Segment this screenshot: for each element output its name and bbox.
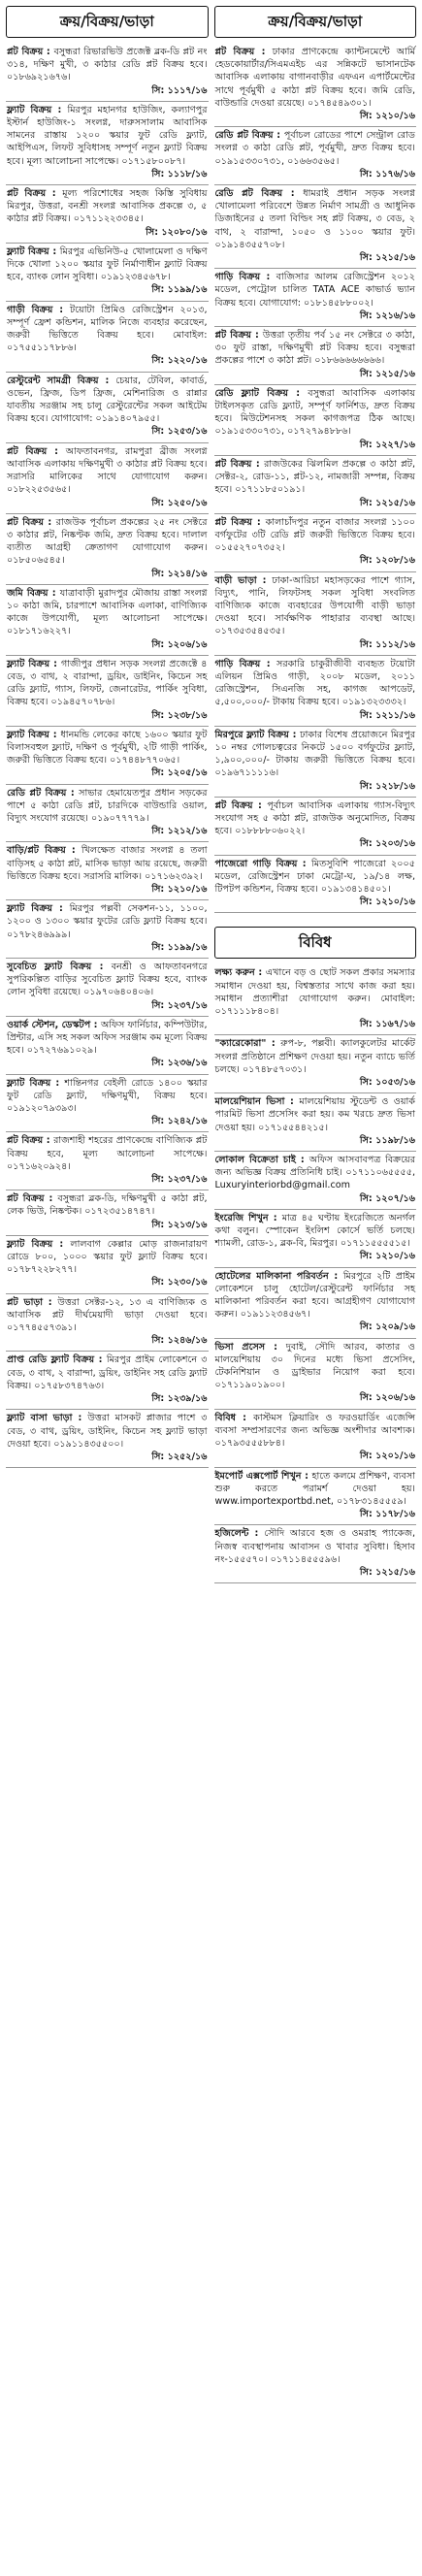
classified-section <box>6 6 209 1468</box>
ad-title: হজিলেন্ট <box>214 1528 249 1540</box>
ad-title: প্লট বিক্রয় <box>214 516 252 528</box>
ad-title-separator: : <box>328 1270 343 1282</box>
ad-title-separator: : <box>43 1296 58 1308</box>
ad-title-separator: : <box>297 858 312 869</box>
classified-ad <box>6 1017 209 1075</box>
ad-title: প্লট বিক্রয় <box>7 445 48 457</box>
ad-body: ঢাকার বিশেষ প্রয়োজনে মিরপুর ১০ নম্বর গোলচত্বরের নিকটে ১৫০০ বর্গফুটের ফ্ল্যাট, ১,৯০০,০০০/- টাকায় জরুরী ভিত্তিতে বিক্রয় হবে। ০১৯৬৭১১১১৬। <box>214 729 415 779</box>
ad-title: লোকাল বিক্রেতা চাই <box>214 1155 296 1166</box>
ad-title: ফ্ল্যাট বিক্রয় <box>7 658 50 669</box>
ad-body: চেয়ার, টেবিল, কাবার্ড, ওভেন, ফ্রিজ, ডিপ ফ্রিজ, মেশিনারিজ ও রান্নার যাবতীয় সরঞ্জাম সহ চালু রেস্টুরেন্টের সকল আইটেম বিক্রয় হবে। যোগাযোগ: ০১৯১৪০৭৯৫৫। <box>7 375 208 425</box>
section-spacer <box>214 913 417 927</box>
ad-body: হাতে কলমে প্রশিক্ষণ, ব্যবসা শুরু করতে পরামর্শ দেওয়া হয়। www.importexportbd.net, ০১৭৮৩১৪৫৫৫৯। <box>214 1470 415 1507</box>
classified-ad <box>6 842 209 900</box>
ad-body: পূর্বাচল আবাসিক এলাকায় গ্যাস-বিদ্যুৎ সংযোগ সহ ৫ কাঠা প্লট, রাজউক অনুমোদিত, বিক্রয় হবে। ০১৮৮৮৮০৬০২২। <box>214 799 415 837</box>
ad-code: সি: ১১৭৮/১৬ <box>359 1509 415 1520</box>
ad-title: ওয়ার্ক স্টেশন, ডেস্কটপ <box>7 1019 91 1030</box>
ad-title-separator: : <box>94 1354 107 1366</box>
ad-title-separator: : <box>288 387 308 399</box>
ad-title: ভিসা প্রসেস <box>214 1341 266 1353</box>
ad-code: সি: ১১৬৭/১৬ <box>359 1019 415 1030</box>
ad-body: বাজিসার আলম রেজিস্ট্রেশন ২০১২ মডেল, পেট্রোল চালিত TATA ACE কাভার্ড ভ্যান বিক্রয় হবে। যোগাযোগ: ০১৮১৪৫৮৮০০২। <box>214 272 415 309</box>
ad-title: প্লট বিক্রয় <box>214 330 252 342</box>
ad-body: মিরপুর প্রাইম লোকেশনে ৩ বেড, ৩ বাথ, ২ বারান্দা, ড্রয়িং, ডাইনিং সহ রেডি ফ্ল্যাট বিক্রয়। ০১৭৫৮৩৭৪৭৬৩। <box>7 1354 208 1391</box>
ad-title-separator: : <box>273 130 284 142</box>
ad-code: সি: ১২০১/১৬ <box>359 1451 415 1462</box>
ad-code: সি: ১২৫০/১৬ <box>151 497 208 508</box>
classified-ad <box>214 456 417 514</box>
ad-body: মিরপুরে ২টি প্রাইম লোকেশনে চালু হোটেল/রেস্টুরেন্ট ফার্নিচার সহ মালিকানা পরিবর্তন করা হবে। আগ্রহীগণ যোগাযোগ করুন। ০১৯১১২৩৪৫৬৭। <box>214 1270 415 1321</box>
ad-body: মূল্য পরিশোধের সহজ কিস্তি সুবিধায় মিরপুর, উত্তরা, বনশ্রী সংলগ্ন আবাসিক প্রকল্পে ৩, ৫ কাঠার প্লট বিক্রয়। ০১৭১১২২৩৩৪৫। <box>7 188 208 225</box>
ad-title-separator: : <box>265 1341 286 1353</box>
ad-code: সি: ১১৯৮/১৬ <box>359 1134 415 1146</box>
classified-ad <box>214 1268 417 1339</box>
ad-title-separator: : <box>251 458 265 470</box>
ad-code: সি: ১২০৯/১৬ <box>359 1321 415 1333</box>
classified-ad <box>214 514 417 572</box>
ad-code: সি: ১০৫৩/১৬ <box>359 1077 415 1089</box>
ad-title-separator: : <box>49 729 61 740</box>
ad-title: মিরপুরে ফ্ল্যাট বিক্রয় <box>214 729 289 740</box>
ad-title-separator: : <box>251 516 266 528</box>
classified-ad <box>6 1190 209 1236</box>
ad-code: সি: ১২৩০/১৬ <box>151 1277 208 1288</box>
ad-title-separator: : <box>49 658 61 669</box>
ad-code: সি: ১২০৩/১৬ <box>359 838 415 850</box>
ad-code: সি: ১২৪৬/১৬ <box>151 1335 208 1347</box>
ad-code: সি: ১২১৩/১৬ <box>151 1219 208 1230</box>
ad-title-separator: : <box>50 1077 65 1089</box>
ad-body: উত্তরা তৃতীয় পর্ব ১৫ নং সেক্টরে ৩ কাঠা, ৩০ ফুট রাস্তা, দক্ষিণমুখী প্লট বিক্রয় হবে। বসুন্ধরা প্রকল্পের পাশে ৩ কাঠা প্লট। ০১৮৬৬৬৬৬৬৬৬। <box>214 330 415 367</box>
ad-body: বসুন্ধরা আবাসিক এলাকায় টাইলসকৃত রেডি ফ্ল্যাট, সম্পূর্ণ ফার্নিশড, দ্রুত বিক্রয় হবে। মিউটেশনসহ সকল কাগজপত্র ঠিক আছে। ০১৯১৫৩৩০৭৩১, ০১৭২৭৯৪৮৮৬। <box>214 387 415 438</box>
ad-body: সৌদি আরবে হজ ও ওমরাহ প্যাকেজ, নিজস্ব ব্যবস্থাপনায় আবাসন ও খাবার সুবিধা। হিসাব নং-১৫৫৫৭০। ০১৭১১৪৫৫৫৯৬। <box>214 1528 415 1565</box>
ad-body: বসুন্ধরা রিভারভিউ প্রজেক্ট ব্লক-ডি প্লট নং ৩১৪, দক্ষিণ মুখী, ৩ কাঠার রেডি প্লট বিক্রয় হবে। ০১৮৬৯২১৬৭৬। <box>7 47 208 83</box>
ad-code: সি: ১২০৫/১৬ <box>151 767 208 779</box>
classified-ad <box>214 1468 417 1526</box>
ad-title-separator: : <box>268 1212 282 1223</box>
ad-title-separator: : <box>44 1193 58 1205</box>
classified-ad <box>214 656 417 727</box>
ad-title: প্লট বিক্রয় <box>7 1193 45 1205</box>
classified-ad <box>214 1210 417 1268</box>
ad-code: সি: ১২১০/১৬ <box>151 883 208 895</box>
ad-title-separator: : <box>48 587 60 599</box>
classified-ad <box>214 1339 417 1410</box>
ad-title: গাড়ী বিক্রয় <box>7 304 53 315</box>
ad-code: সি: ১২৩৭/১৬ <box>151 1174 208 1186</box>
ad-title: ফ্ল্যাট বিক্রয় <box>7 245 49 257</box>
ad-body: রাজউকের ঝিলমিল প্রকল্পে ৩ কাঠা প্লট, সেক্টর-২, রোড-১১, প্লট-১২, নামজারী সম্পন্ন, বিক্রয় হবে। ০১৭১১৮৫০১৯১। <box>214 458 415 496</box>
ad-code: সি: ১২১২/১৬ <box>151 826 208 837</box>
ad-body: উত্তরা সেক্টর-১২, ১৩ এ বাণিজ্যিক ও আবাসিক প্লট দীর্ঘমেয়াদী ভাড়া দেওয়া হবে। ০১৭৭৪৫৫৭৩৯১। <box>7 1296 208 1334</box>
ad-body: মালয়েশিয়ায় স্টুডেন্ট ও ওয়ার্ক পারমিট ভিসা প্রসেসিং করা হয়। কম খরচে দ্রুত ভিসা দেওয়া হয়। ০১৭১৫৫৪৪২১৫। <box>214 1096 415 1133</box>
ad-title-separator: : <box>47 445 66 457</box>
ad-code: সি: ১২১৫/১৬ <box>359 497 415 508</box>
classified-ad <box>6 1132 209 1190</box>
ad-title: বাড়ি/প্লট বিক্রয় <box>7 845 66 857</box>
section-heading: ক্রয়/বিক্রয়/ভাড়া <box>6 6 209 38</box>
ad-code: সি: ১২১০/১৬ <box>359 1251 415 1262</box>
ad-body: রাজশাহী শহরের প্রাণকেন্দ্রে বাণিজ্যিক প্লট বিক্রয় হবে, মূল্য আলোচনা সাপেক্ষে। ০১৭১৬২০৯২৪। <box>7 1135 208 1172</box>
ad-title: রেডি প্লট বিক্রয় <box>214 188 283 200</box>
ad-title: রেডি ফ্ল্যাট বিক্রয় <box>214 387 289 399</box>
classified-ad <box>6 44 209 102</box>
ad-code: সি: ১২৩৬/১৬ <box>151 1058 208 1069</box>
ad-code: সি: ১২১৪/১৬ <box>151 568 208 579</box>
ad-title-separator: : <box>51 104 68 115</box>
ad-title: বিবিধ <box>214 1412 237 1423</box>
ad-code: সি: ১২১০/১৬ <box>359 897 415 908</box>
ad-code: সি: ১১৯৯/১৬ <box>151 284 208 296</box>
classified-ad <box>214 964 417 1035</box>
ad-code: সি: ১২২০/১৬ <box>151 355 208 367</box>
ad-title: ফ্ল্যাট বিক্রয় <box>7 104 52 115</box>
ad-title: প্লট বিক্রয় <box>214 458 252 470</box>
classified-ad <box>214 798 417 856</box>
classified-ad <box>214 1152 417 1210</box>
ad-title-separator: : <box>254 47 273 57</box>
ad-body: পূর্বাচল রোডের পাশে সেন্ট্রাল রোড সংলগ্ন ৩ কাঠা রেডি প্লট, পূর্বমুখী, দ্রুত বিক্রয় হবে। ০১৯১৫৩৩০৭৩১, ০১৬৬৩৫৬৫। <box>214 130 415 167</box>
classified-ad <box>6 656 209 727</box>
ad-title-separator: : <box>284 1096 300 1108</box>
ad-title-separator: : <box>236 1412 254 1423</box>
ad-title-separator: : <box>43 1135 54 1147</box>
ad-body: টয়োটা প্রিমিও রেজিস্ট্রেশন ২০১৩, সম্পূর্ণ ফ্রেশ কন্ডিশন, মালিক নিজে ব্যবহার করেছেন, জরুরী ভিত্তিতে বিক্রয় হবে। মোবাইল: ০১৭৫৫১১৭৮৮৬। <box>7 304 208 354</box>
ad-title-separator: : <box>43 47 54 57</box>
ad-title: প্লট বিক্রয় <box>7 47 44 57</box>
ad-body: সাভার হেমায়েতপুর প্রধান সড়কের পাশে ৫ কাঠা রেডি প্লট, চারদিকে বাউন্ডারি ওয়াল, বিদ্যুৎ সংযোগ রয়েছে। ০১৯০৭৭৭৭৯। <box>7 787 208 824</box>
ad-title: রেস্টুরেন্ট সামগ্রী বিক্রয় <box>7 375 99 386</box>
ad-title: মালয়েশিয়ান ভিসা <box>214 1096 285 1108</box>
classified-ad <box>6 1410 209 1468</box>
classified-ad <box>214 1525 417 1583</box>
ad-title-separator: : <box>52 1238 71 1250</box>
ad-body: লালবাগ কেল্লার মোড় রাজনারায়ণ রোডে ৮০০, ১০০০ স্কয়ার ফুট ফ্ল্যাট বিক্রয় হবে। ০১৭৮৭২২৮২৭৭। <box>7 1238 208 1276</box>
column-2 <box>214 6 417 2567</box>
ad-body: রাজউক পূর্বাচল প্রকল্পের ২৫ নং সেক্টরে ৩ কাঠার প্লট, নিষ্কণ্টক জমি, দ্রুত বিক্রয় হবে। দালাল ব্যতীত আগ্রহী ক্রেতাগণ যোগাযোগ করুন। ০১৮৫০৬৫৪৫। <box>7 516 208 567</box>
ad-code: সি: ১২৪২/১৬ <box>151 1116 208 1127</box>
ad-title: হোটেলের মালিকানা পরিবর্তন <box>214 1270 329 1282</box>
ad-code: সি: ১২১১/১৬ <box>359 709 415 721</box>
ad-code: সি: ১২৩৮/১৬ <box>151 709 208 721</box>
ad-title: গাড়ি বিক্রয় <box>214 658 261 669</box>
ad-body: অফিস আসবাবপত্র বিক্রয়ের জন্য অভিজ্ঞ বিক্রয় প্রতিনিধি চাই। ০১৭১১০৬৫৫৫৫, Luxuryinteriorbd@gmail.com <box>214 1155 415 1191</box>
ad-body: শান্তিনগর বেইলী রোডে ১৪০০ স্কয়ার ফুট রেডি ফ্ল্যাট, দক্ষিণমুখী, বিক্রয় হবে। ০১৯১২০৭৯৩৯৩। <box>7 1077 208 1115</box>
classified-ad <box>214 1410 417 1468</box>
ad-title-separator: : <box>72 1413 88 1424</box>
ad-title: ফ্ল্যাট বিক্রয় <box>7 729 49 740</box>
ad-code: সি: ১২১৫/১৬ <box>359 368 415 379</box>
ad-body: কাস্টমস ক্লিয়ারিং ও ফরওয়ার্ডিং এজেন্সি ব্যবসা সম্প্রসারণের জন্য অভিজ্ঞ অংশীদার আবশ্যক। ০১৭৯৩৫৫৫৮৮৪। <box>214 1412 415 1450</box>
ad-title: ফ্ল্যাট বিক্রয় <box>7 903 53 915</box>
ad-code: সি: ১২৩৭/১৬ <box>151 999 208 1011</box>
classified-ad <box>6 102 209 185</box>
ad-body: মিতসুবিশি পাজেরো ২০০৫ মডেল, রেজিস্ট্রেশন ঢাকা মেট্রো-ঘ, ১৯/১৪ লক্ষ, টিপটপ কন্ডিশন, বিক্রয় হবে। ০১৯১৩৪১৪৫০১। <box>214 858 415 895</box>
ad-code: সি: ১২০৬/১৬ <box>359 1392 415 1404</box>
ad-body: সরকারি চাকুরীজীবী ব্যবহৃত টয়োটা এলিয়ন প্রিমিও গাড়ী, ২০০৮ মডেল, ২০১১ রেজিস্ট্রেশন, সিএনজি সহ, কাগজ আপডেট, ৫,৫০০,০০০/- টাকায় বিক্রয় হবে। ০১৯১৩২৩৩৩২। <box>214 658 415 708</box>
ad-code: সি: ১২০৮/১৬ <box>359 555 415 567</box>
ad-title-separator: : <box>43 516 56 528</box>
ad-body: রুপ-৮, পল্লবী। ক্যালকুলেটর মার্কেট সংলগ্ন প্রতিষ্ঠানে প্রশিক্ষণ দেওয়া হয়। নতুন ব্যাচে ভর্তি চলছে। ০১৭৪৮৫৭০৩১। <box>214 1038 415 1075</box>
classified-ad <box>6 900 209 959</box>
ad-title-separator: : <box>252 799 268 811</box>
ad-body: গাজীপুর প্রধান সড়ক সংলগ্ন প্রজেক্টে ৪ বেড, ৩ বাথ, ২ বারান্দা, ড্রয়িং, ডাইনিং, কিচেন সহ রেডি ফ্ল্যাট, গ্যাস, লিফট, জেনারেটর, পার্কিং সুবিধা, বিক্রয় হবে। ০১৯৪৫৭০৭৮৬। <box>7 658 208 708</box>
ad-code: সি: ১১১৭/১৬ <box>151 84 208 96</box>
ad-code: সি: ১২১৫/১৬ <box>359 1566 415 1578</box>
ad-body: ধানমন্ডি লেকের কাছে ১৬০০ স্কয়ার ফুট বিলাসবহুল ফ্ল্যাট, দক্ষিণ ও পূর্বমুখী, ২টি গাড়ী পার্কিং, জরুরী ভিত্তিতে বিক্রয় হবে। ০১৭৪৪৮৭৭০৬৫। <box>7 729 208 766</box>
ad-body: মিরপুর এভিনিউ-৫ খোলামেলা ও দক্ষিণ দিকে খোলা ১২০০ স্কয়ার ফুট নির্মাণাধীন ফ্ল্যাট বিক্রয় হবে, ব্যাংক লোন সুবিধা। ০১৯১২৩৪৫৬৭৮। <box>7 245 208 283</box>
classified-ad <box>214 44 417 127</box>
classified-ad <box>6 373 209 443</box>
ad-title: ফ্ল্যাট বিক্রয় <box>7 1077 51 1089</box>
ad-title-separator: : <box>288 729 301 740</box>
ad-body: ঢাকার প্রাণকেন্দ্রে ক্যান্টনমেন্টে আর্মি হেডকোয়ার্টার/সিএমএইচ এর সন্নিকটে ভাসানটেক আবাসিক এলাকায় বাগানবাড়ীর এফএন এপার্টমেন্টের সাথে পূর্বমুখী ৫ কাঠা প্লট বিক্রয় হবে। জমি রেডি, বাউন্ডারি দেওয়া রয়েছে। ০১৭৪৫৪৯৩০১। <box>214 47 416 109</box>
classified-ad <box>214 1035 417 1093</box>
ad-body: ধামরাই প্রধান সড়ক সংলগ্ন খোলামেলা পরিবেশে উন্নত নির্মাণ সামগ্রী ও আধুনিক ডিজাইনের ৫ তলা বিল্ডিং সহ প্লট বিক্রয়, ৩ বেড, ২ বাথ, ২ বারান্দা, ১০৫০ ও ১১০০ স্কয়ার ফুট। ০১৯১৪৩৫৫৭০৮। <box>214 188 415 250</box>
classified-ad <box>6 185 209 244</box>
ad-title-separator: : <box>266 1038 281 1050</box>
ad-code: সি: ১২১৮/১৬ <box>359 780 415 792</box>
ad-title-separator: : <box>65 845 81 857</box>
ad-code: সি: ১২০৮০/১৬ <box>146 226 208 238</box>
classified-ad <box>6 244 209 302</box>
ad-code: সি: ১২৫২/১৬ <box>151 1451 208 1462</box>
ad-body: খিলক্ষেত বাজার সংলগ্ন ৪ তলা বাড়িসহ ৫ কাঠা প্লট, মাসিক ভাড়া আয় রয়েছে, জরুরী ভিত্তিতে বিক্রয় হবে। সরাসরি মালিক। ০১৭১৬২৩৯২। <box>7 845 208 882</box>
ad-title: ফ্ল্যাট বিক্রয় <box>7 1238 53 1250</box>
ad-code: সি: ১২১৫/১৬ <box>359 252 415 264</box>
ad-code: সি: ১১১৮/১৬ <box>151 168 208 179</box>
ad-title: প্লট বিক্রয় <box>214 799 253 811</box>
ad-title: ফ্ল্যাট বাসা ভাড়া <box>7 1413 73 1424</box>
classified-section <box>214 927 417 1583</box>
classified-ad <box>214 1093 417 1152</box>
ad-title-separator: : <box>46 188 63 200</box>
ad-title: প্লট ভাড়া <box>7 1296 44 1308</box>
ad-title-separator: : <box>295 1155 309 1166</box>
section-heading: বিবিধ <box>214 927 417 959</box>
columns-container <box>6 6 416 2567</box>
column-1 <box>6 6 209 2567</box>
ad-body: বনশ্রী ও আফতাবনগরে সুপরিকল্পিত বাড়ির সুবেচিত ফ্ল্যাট বিক্রয় হবে, ব্যাংক লোন সুবিধা রয়েছে। ০১৯৭০৬৪০৪০৬। <box>7 962 208 998</box>
classified-ad <box>214 185 417 269</box>
ad-title: প্লট বিক্রয় <box>7 516 44 528</box>
classified-ad <box>6 1075 209 1133</box>
ad-body: ঢাকা-আরিচা মহাসড়কের পাশে গ্যাস, বিদ্যুৎ, পানি, লিফটসহ সকল সুবিধা সংবলিত বাণিজ্যিক কাজে ব্যবহারের উপযোগী বাড়ী ভাড়া দেওয়া হবে। সার্বক্ষণিক পাহারার ব্যবস্থা আছে। ০১৭৩৫৩৫৪৫৩৫। <box>214 574 416 637</box>
ad-code: সি: ১২১৬/১৬ <box>359 310 415 321</box>
ad-title: লক্ষ্য করুন <box>214 967 255 979</box>
ad-title: রেডি প্লট বিক্রয় <box>214 130 274 142</box>
classified-ad <box>214 856 417 914</box>
ad-title-separator: : <box>66 787 80 799</box>
section-heading: ক্রয়/বিক্রয়/ভাড়া <box>214 6 417 38</box>
ad-code: সি: ১২০৬/১৬ <box>151 638 208 650</box>
ad-title-separator: : <box>248 1528 265 1540</box>
ad-title-separator: : <box>52 304 71 315</box>
ad-title: গাড়ি বিক্রয় <box>214 272 261 283</box>
ad-title-separator: : <box>52 903 70 915</box>
ad-body: মিরপুর মহানগর হাউজিং, কল্যাণপুর ইস্টার্ন হাউজিং-১ সংলগ্ন, দারুসসালাম আবাসিক সামনের রাস্তায় ১২০০ স্কয়ার ফুট রেডি ফ্ল্যাট, আইপিএস, লিফট সুবিধাসহ সম্পূর্ণ নতুন ফ্ল্যাট বিক্রয় হবে। মূল্য আলোচনা সাপেক্ষে। ০১৭১৫৮০০৮৭। <box>7 104 208 167</box>
ad-title: প্লট বিক্রয় <box>7 188 47 200</box>
ad-code: সি: ১১৯৯/১৬ <box>151 941 208 953</box>
ad-body: কালাচাঁদপুর নতুন বাজার সংলগ্ন ১১০০ বর্গফুটের ৩টি রেডি প্লট জরুরী ভিত্তিতে বিক্রয় হবে। ০১৫৫২৭০৭৩৫২। <box>214 516 416 554</box>
ad-title: প্লট বিক্রয় <box>7 1135 44 1147</box>
ad-title-separator: : <box>98 375 116 386</box>
ad-title-separator: : <box>256 574 273 586</box>
ad-code: সি: ১২৫৩/১৬ <box>151 426 208 438</box>
classified-ad <box>214 727 417 798</box>
ad-title-separator: : <box>254 967 266 979</box>
classified-ad <box>6 1236 209 1294</box>
ad-title: পাজেরো গাড়ি বিক্রয় <box>214 858 298 869</box>
ad-title: রেডি প্লট বিক্রয় <box>7 787 67 799</box>
classified-ad <box>214 572 417 656</box>
classified-ad <box>6 1294 209 1353</box>
ad-title-separator: : <box>251 330 263 342</box>
classified-ad <box>6 585 209 656</box>
classified-ad <box>214 385 417 456</box>
classified-ad <box>6 514 209 585</box>
ad-body: উত্তরা মাসকট প্লাজার পাশে ৩ বেড, ৩ বাথ, ড্রয়িং, ডাইনিং, কিচেন সহ ফ্ল্যাট ভাড়া দেওয়া হবে। ০১৯১১৪৩৫৫০০। <box>7 1413 208 1450</box>
ad-title-separator: : <box>90 1019 101 1030</box>
classified-ad <box>6 302 209 373</box>
classified-ad <box>6 1352 209 1410</box>
ad-code: সি: ১২০৭/১৬ <box>359 1192 415 1204</box>
ad-code: সি: ১২৩৯/১৬ <box>151 1393 208 1405</box>
ad-title-separator: : <box>260 272 276 283</box>
ad-title-separator: : <box>91 962 112 972</box>
classified-ad <box>6 443 209 514</box>
ad-title-separator: : <box>49 245 60 257</box>
ad-title: বাড়ী ভাড়া <box>214 574 257 586</box>
ad-title: ইমপোর্ট এক্সপোর্ট শিখুন <box>214 1470 302 1482</box>
ad-code: সি: ১১৭৬/১৬ <box>359 168 415 179</box>
ad-title-separator: : <box>282 188 304 200</box>
ad-title-separator: : <box>260 658 277 669</box>
classified-ad <box>6 727 209 785</box>
classified-ad <box>214 269 417 327</box>
classified-ad <box>214 327 417 385</box>
classified-ad <box>6 785 209 843</box>
ad-title: প্লট বিক্রয় <box>214 47 255 57</box>
classified-ad <box>6 959 209 1017</box>
ad-title-separator: : <box>301 1470 312 1482</box>
ad-title: সুবেচিত ফ্ল্যাট বিক্রয় <box>7 962 92 972</box>
ad-title: "ক্যারেকোরা" <box>214 1038 267 1050</box>
ad-body: যাত্রাবাড়ী মুরাদপুর মৌজায় রাস্তা সংলগ্ন ১০ কাঠা জমি, চারপাশে আবাসিক এলাকা, বাণিজ্যিক কাজে উপযোগী, মূল্য আলোচনা সাপেক্ষে। ০১৮১৭১৬২২৭। <box>7 587 208 637</box>
ad-code: সি: ১২১০/১৬ <box>359 111 415 122</box>
ad-body: আফতাবনগর, রামপুরা ব্রীজ সংলগ্ন আবাসিক এলাকায় দক্ষিণমুখী ৩ কাঠার প্লট বিক্রয় হবে। সরাসরি মালিকের সাথে যোগাযোগ করুন। ০১৮২২৫৩৫৬৫। <box>7 445 208 496</box>
ad-title: জমি বিক্রয় <box>7 587 49 599</box>
classified-section <box>214 6 417 913</box>
ad-body: বসুন্ধরা ব্লক-ডি, দক্ষিণমুখী ৫ কাঠা প্লট, লেক ভিউ, নিষ্কণ্টক। ০১৭২৩৫১৪৭৪৭। <box>7 1193 208 1218</box>
ad-body: দুবাই, সৌদি আরব, কাতার ও মালয়েশিয়ায় ৩০ দিনের মধ্যে ভিসা প্রসেসিং, টেকনিশিয়ান ও ড্রাইভার নিয়োগ করা হবে। ০১৭১১৯০১৯০০। <box>214 1341 415 1391</box>
classified-ad <box>214 127 417 185</box>
ad-code: সি: ১২২৭/১৬ <box>359 439 415 450</box>
ad-body: অফিস ফার্নিচার, কম্পিউটার, প্রিন্টার, এসি সহ সকল অফিস সরঞ্জাম কম মূল্যে বিক্রয় হবে। ০১৭২৭৬৯১০২৯। <box>7 1019 208 1057</box>
ad-title: ইংরেজি শিখুন <box>214 1212 269 1223</box>
ad-title: প্রাপ্ত রেডি ফ্ল্যাট বিক্রয় <box>7 1354 95 1366</box>
ad-body: মাত্র ৪৫ ঘণ্টায় ইংরেজিতে অনর্গল কথা বলুন। স্পোকেন ইংলিশ কোর্সে ভর্তি চলছে। শ্যামলী, রোড-১, ব্লক-বি, মিরপুর। ০১৭১১৫৫৫৫১৫। <box>214 1212 415 1250</box>
ad-body: এখানে বড় ও ছোট সকল প্রকার সমস্যার সমাধান দেওয়া হয়, বিশ্বস্ততার সাথে কাজ করা হয়। সমাধান প্রত্যাশীরা যোগাযোগ করুন। মোবাইল: ০১৭১১১৮৪০৪। <box>214 967 415 1017</box>
ad-code: সি: ১১১২/১৬ <box>359 638 415 650</box>
ad-body: মিরপুর পল্লবী সেকশন-১১, ১১০০, ১২০০ ও ১৩০০ স্কয়ার ফুটের রেডি ফ্ল্যাট বিক্রয় হবে। ০১৭৮২৪৬৯৯৯। <box>7 903 208 940</box>
